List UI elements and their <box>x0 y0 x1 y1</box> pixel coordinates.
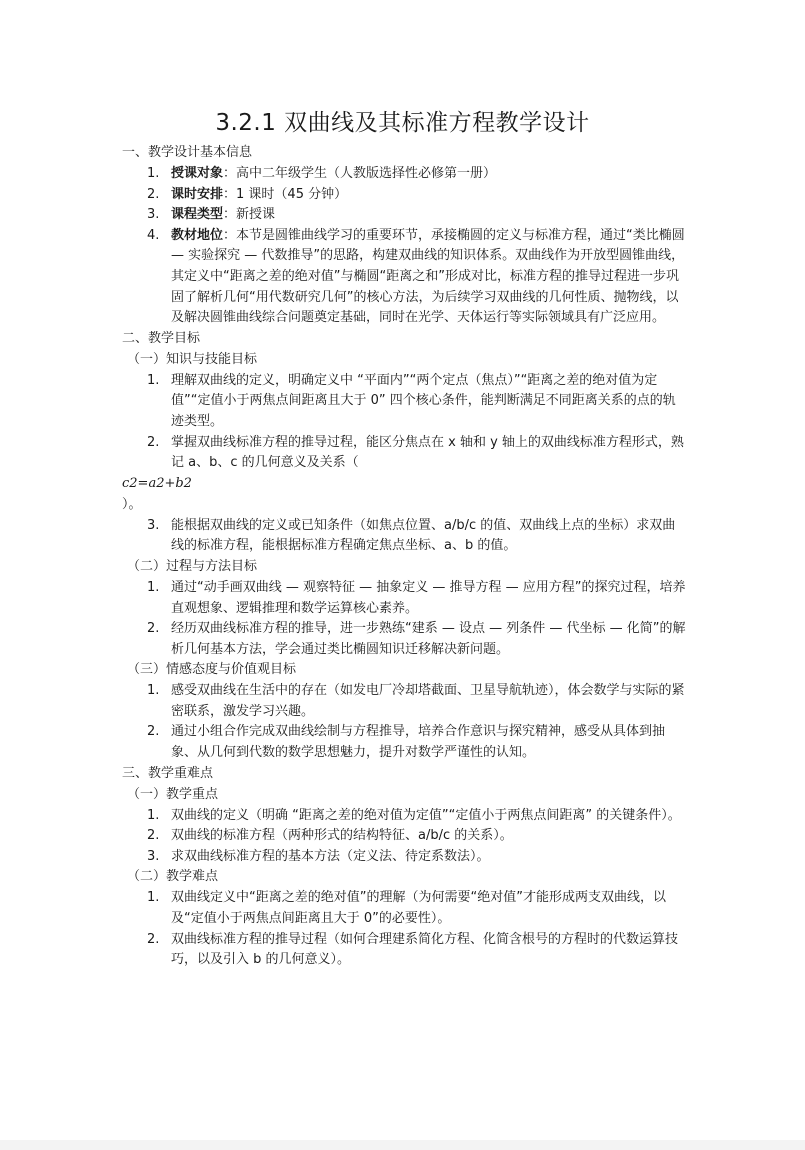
list-item: 3. 求双曲线标准方程的基本方法（定义法、待定系数法）。 <box>147 848 490 864</box>
subsection-heading-focus: （一）教学重点 <box>127 786 219 802</box>
list-item: 2. 通过小组合作完成双曲线绘制与方程推导，培养合作意识与探究精神，感受从具体到抽象、从几何到代数的数学思想魅力，提升对数学严谨性的认知。 <box>147 724 666 761</box>
list-item: 2. 双曲线的标准方程（两种形式的结构特征、a/b/c 的关系）。 <box>147 828 513 844</box>
list-item: 1. 通过“动手画双曲线 — 观察特征 — 抽象定义 — 推导方程 — 应用方程”的探究过程，培养直观想象、逻辑推理和数学运算核心素养。 <box>147 579 686 616</box>
formula-close: ）。 <box>122 496 142 512</box>
section-heading-key-points: 三、教学重难点 <box>122 765 214 781</box>
section-heading-basic-info: 一、教学设计基本信息 <box>122 145 253 160</box>
document-body <box>0 143 805 971</box>
list-item: 1. 感受双曲线在生活中的存在（如发电厂冷却塔截面、卫星导航轨迹），体会数学与实际的紧密联系，激发学习兴趣。 <box>147 683 685 719</box>
subsection-heading-values: （三）情感态度与价值观目标 <box>127 662 297 678</box>
list-item: 2. 双曲线标准方程的推导过程（如何合理建系简化方程、化简含根号的方程时的代数运算技巧，以及引入 b 的几何意义）。 <box>147 931 679 968</box>
list-item: 2. 掌握双曲线标准方程的推导过程，能区分焦点在 x 轴和 y 轴上的双曲线标准方程形式，熟记 a、b、c 的几何意义及关系（ <box>147 434 684 471</box>
list-item: 1. 理解双曲线的定义，明确定义中 “平面内”“两个定点（焦点）”“距离之差的绝对值为定值”“定值小于两焦点间距离且大于 0” 四个核心条件，能判断满足不同距离关系的点的轨迹类型。 <box>147 372 676 429</box>
list-item: 1. 授课对象：高中二年级学生（人教版选择性必修第一册） <box>147 166 497 181</box>
list-item: 2. 经历双曲线标准方程的推导，进一步熟练“建系 — 设点 — 列条件 — 代坐标 — 化简”的解析几何基本方法，学会通过类比椭圆知识迁移解决新问题。 <box>147 621 686 657</box>
list-item: 1. 双曲线的定义（明确 “距离之差的绝对值为定值”“定值小于两焦点间距离” 的关键条件）。 <box>147 807 681 823</box>
list-item: 3. 能根据双曲线的定义或已知条件（如焦点位置、a/b/c 的值、双曲线上点的坐标）求双曲线的标准方程，能根据标准方程确定焦点坐标、a、b 的值。 <box>147 517 676 554</box>
subsection-heading-knowledge: （一）知识与技能目标 <box>127 351 258 367</box>
subsection-heading-process: （二）过程与方法目标 <box>127 558 258 574</box>
formula: c2=a2+b2 <box>122 475 192 491</box>
document-title: 3.2.1 双曲线及其标准方程教学设计 <box>215 110 590 136</box>
list-item: 3. 课程类型：新授课 <box>147 207 276 223</box>
section-heading-objectives: 二、教学目标 <box>122 330 201 346</box>
list-item: 2. 课时安排：1 课时（45 分钟） <box>147 186 348 202</box>
list-item: 4. 教材地位：本节是圆锥曲线学习的重要环节，承接椭圆的定义与标准方程，通过“类比椭圆 — 实验探究 — 代数推导”的思路，构建双曲线的知识体系。双曲线作为开放型圆锥曲线，其定义中“距离之差的绝对值”与椭圆“距离之和”形成对比，标准方程的推导过程进一步巩固了解析几何“用代数研究几何”的核心方法，为后续学习双曲线的几何性质、抛物线，以及解决圆锥曲线综合问题奠定基础，同时在光学、天体运行等实际领域具有广泛应用。 <box>147 227 685 326</box>
subsection-heading-difficulty: （二）教学难点 <box>127 869 219 885</box>
list-item: 1. 双曲线定义中“距离之差的绝对值”的理解（为何需要“绝对值”才能形成两支双曲线，以及“定值小于两焦点间距离且大于 0”的必要性）。 <box>147 890 666 927</box>
